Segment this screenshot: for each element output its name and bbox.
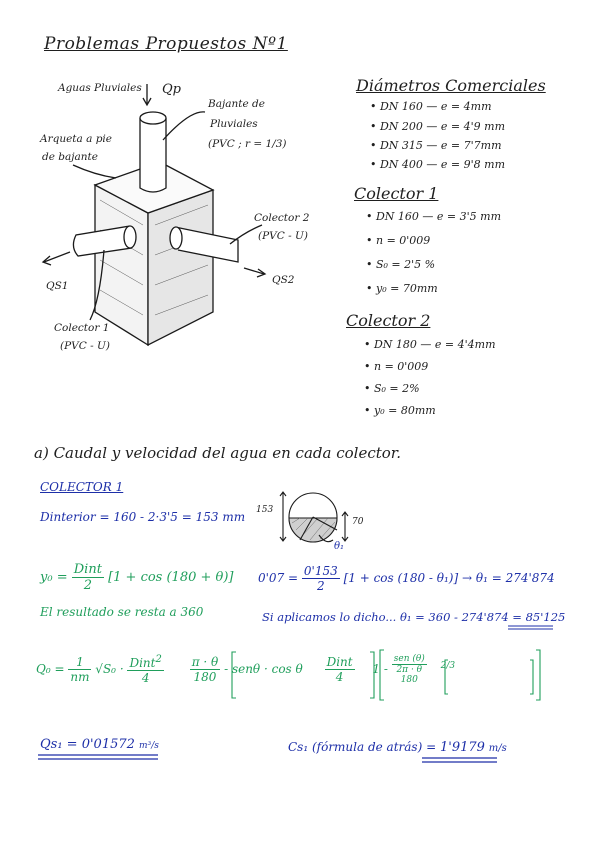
result-c-label: Cs₁ (fórmula de atrás) = xyxy=(288,740,437,754)
diagram-label-153: 153 xyxy=(256,505,274,515)
q0-180: 180 xyxy=(193,670,217,684)
theta-calc xyxy=(258,564,555,593)
result-c-value: 1'9179 xyxy=(439,740,485,755)
q0-frac-5 xyxy=(392,654,427,685)
aplicamos-text: Si aplicamos lo dicho... θ₁ = 360 - 274'874 = xyxy=(262,610,522,624)
aplicamos-note xyxy=(262,610,565,624)
calc-den: 2 xyxy=(317,579,325,593)
y0-den: 2 xyxy=(83,578,92,593)
label-qs2: QS2 xyxy=(272,274,295,286)
y0-formula xyxy=(40,562,234,593)
result-c-units: m/s xyxy=(488,743,507,754)
q0-2pi: 2π · θ xyxy=(396,665,423,675)
q0-sen2: sen (θ) xyxy=(393,654,425,664)
y0-fraction xyxy=(72,562,104,593)
q0-lhs: Q₀ = xyxy=(36,662,65,676)
y0-num: Dint xyxy=(73,562,102,577)
calc-lhs: 0'07 = xyxy=(258,571,299,585)
colector1-item: • y₀ = 70mm xyxy=(366,282,438,295)
diametros-item: • DN 160 — e = 4mm xyxy=(370,100,492,113)
label-colector1-2: (PVC - U) xyxy=(60,340,110,352)
result-q-units: m³/s xyxy=(139,741,159,751)
label-arqueta-1: Arqueta a pie xyxy=(40,133,113,145)
q0-frac-4 xyxy=(325,655,355,684)
label-bajante-2: Pluviales xyxy=(210,118,258,130)
label-aguas-pluviales: Aguas Pluviales xyxy=(58,82,142,94)
q0-four2: 4 xyxy=(335,670,344,684)
q0-nm: nm xyxy=(70,670,90,684)
label-qp: Qp xyxy=(162,82,181,97)
calc-fraction xyxy=(302,564,340,593)
diagram-label-theta: θ₁ xyxy=(334,541,345,552)
calc-rhs: [1 + cos (180 - θ₁)] xyxy=(343,571,459,585)
q0-sq: 2 xyxy=(155,654,162,665)
q0-one2: 1 - xyxy=(372,662,388,676)
q0-dint-text: Dint xyxy=(129,656,156,670)
q0-sqrt: √S₀ xyxy=(95,662,116,676)
result-c xyxy=(288,740,507,755)
q0-four: 4 xyxy=(141,671,150,685)
diametros-item: • DN 200 — e = 4'9 mm xyxy=(370,120,506,133)
q0-frac-5-den xyxy=(392,665,427,685)
q0-dint2: Dint xyxy=(326,655,353,669)
result-q-value: Qs₁ = 0'01572 xyxy=(40,737,135,752)
diametros-item: • DN 315 — e = 7'7mm xyxy=(370,139,502,152)
q0-one: 1 xyxy=(68,655,91,670)
page-title: Problemas Propuestos Nº1 xyxy=(44,34,288,54)
diametros-heading: Diámetros Comerciales xyxy=(356,76,546,95)
y0-rhs: [1 + cos (180 + θ)] xyxy=(108,570,234,585)
label-colector2-1: Colector 2 xyxy=(254,212,310,224)
dinterior-calc: Dinterior = 160 - 2·3'5 = 153 mm xyxy=(40,510,246,524)
q0-exp: 2/3 xyxy=(440,661,456,671)
diagram-label-70: 70 xyxy=(352,517,364,527)
q0-pi-theta: π · θ xyxy=(191,655,219,669)
colector1-item: • n = 0'009 xyxy=(366,234,431,247)
label-colector2-2: (PVC - U) xyxy=(258,230,308,242)
solution-section-label: COLECTOR 1 xyxy=(40,480,124,494)
colector2-item: • y₀ = 80mm xyxy=(364,404,436,417)
label-colector1-1: Colector 1 xyxy=(54,322,110,334)
question-a: a) Caudal y velocidad del agua en cada colector. xyxy=(34,444,402,462)
q0-180b: 180 xyxy=(400,675,418,685)
q0-frac-1 xyxy=(68,655,91,684)
calc-num: 0'153 xyxy=(303,564,338,578)
y0-lhs: y₀ = xyxy=(40,570,68,585)
resultado-note: El resultado se resta a 360 xyxy=(40,605,204,619)
colector2-item: • S₀ = 2% xyxy=(364,382,420,395)
q0-dint xyxy=(127,654,163,671)
calc-result: → θ₁ = 274'874 xyxy=(462,571,555,585)
colector1-item: • S₀ = 2'5 % xyxy=(366,258,436,271)
colector1-heading: Colector 1 xyxy=(354,184,439,203)
label-arqueta-2: de bajante xyxy=(42,151,98,163)
q0-sen: - senθ · cos θ xyxy=(224,662,303,676)
colector2-heading: Colector 2 xyxy=(346,311,431,330)
label-qs1: QS1 xyxy=(46,280,69,292)
theta-final: 85'125 xyxy=(525,610,566,624)
colector2-item: • n = 0'009 xyxy=(364,360,429,373)
q0-frac-2 xyxy=(127,654,163,685)
label-bajante-3: (PVC ; r = 1/3) xyxy=(208,138,287,150)
colector2-item: • DN 180 — e = 4'4mm xyxy=(364,338,496,351)
diametros-item: • DN 400 — e = 9'8 mm xyxy=(370,158,506,171)
colector1-item: • DN 160 — e = 3'5 mm xyxy=(366,210,502,223)
result-q xyxy=(40,737,159,752)
q0-formula: Q₀ = $\frac{1}{nm}$ √S₀ · $\frac{Dint^2}{4}$ $\frac{\pi \cdot \theta}{180}$ - senθ · cos θ $\frac{\text{Dint}}{4}$ 1 - sen (θ) 2π · θ 180 $^{2/3}$ xyxy=(36,654,456,685)
label-bajante-1: Bajante de xyxy=(208,98,265,110)
q0-frac-3 xyxy=(190,655,221,684)
